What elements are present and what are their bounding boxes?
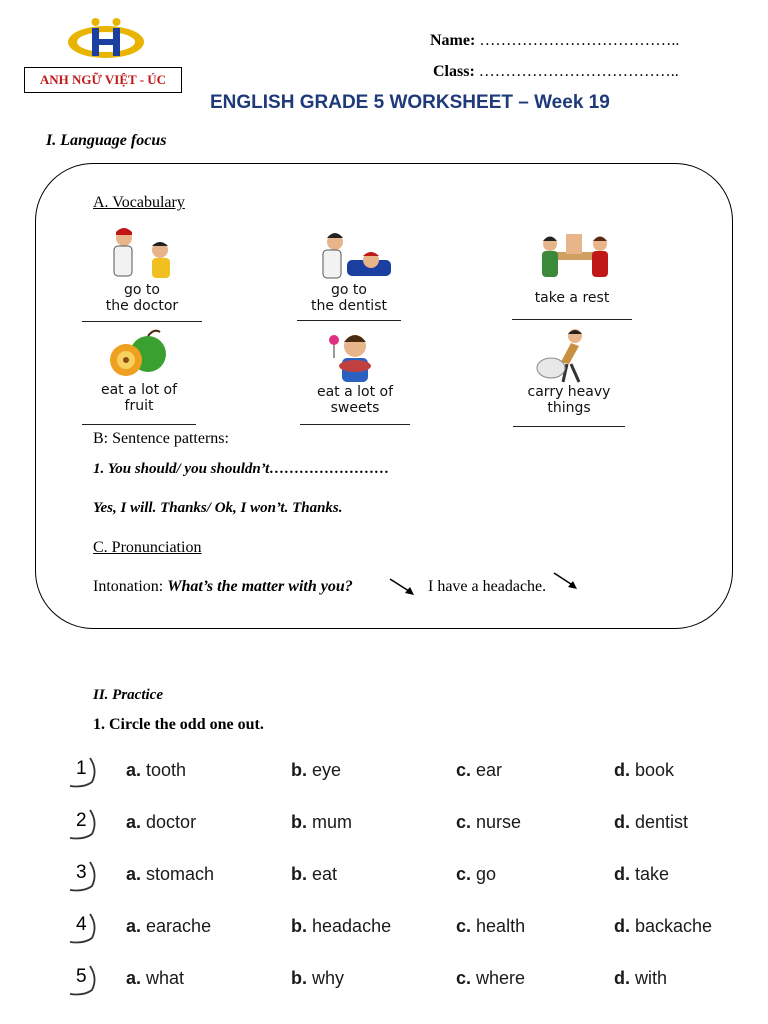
question-number: 5 [76,966,87,987]
question-row [66,860,746,900]
option-d[interactable]: d. with [614,968,668,988]
option-b[interactable]: b. mum [291,812,353,832]
option-d[interactable]: d. book [614,760,675,780]
vocab-caption: eat a lot of sweets [316,384,394,416]
question-row [66,964,746,1004]
vocab-card-sweets [300,326,410,425]
number-bracket-icon [66,756,102,790]
number-bracket-icon [66,964,102,998]
question-row [66,808,746,848]
doctor-icon [82,226,202,282]
number-bracket-icon [66,912,102,946]
intonation-question: What’s the matter with you? [167,578,353,595]
patterns-heading: B: Sentence patterns: [93,430,229,447]
option-c[interactable]: c. where [456,968,526,988]
pronunciation-heading: C. Pronunciation [93,539,202,556]
option-c[interactable]: c. ear [456,760,503,780]
vocab-caption: eat a lot of fruit [100,382,178,414]
section-practice: II. Practice [93,687,163,703]
vocab-card-dentist [297,224,401,321]
question-number: 3 [76,862,87,883]
dentist-icon [297,224,401,282]
number-bracket-icon [66,808,102,842]
vocab-card-fruit [82,326,196,425]
option-b[interactable]: b. eye [291,760,342,780]
number-bracket-icon [66,860,102,894]
vocab-caption: go to the doctor [105,282,179,314]
option-b[interactable]: b. why [291,968,345,988]
intonation-line: Intonation: What’s the matter with you? [93,578,353,595]
vocabulary-heading: A. Vocabulary [93,194,185,211]
exercise-1-heading: 1. Circle the odd one out. [93,716,264,733]
option-b[interactable]: b. eat [291,864,338,884]
intonation-answer: I have a headache. [428,578,547,595]
vocab-card-doctor [82,226,202,322]
pattern-2: Yes, I will. Thanks/ Ok, I won’t. Thanks. [93,500,343,516]
vocab-caption: take a rest [534,290,610,306]
option-c[interactable]: c. nurse [456,812,522,832]
sweets-icon [300,326,410,384]
option-c[interactable]: c. health [456,916,526,936]
fruit-icon [82,326,196,382]
school-logo-icon [66,16,146,62]
vocab-caption: carry heavy things [527,384,611,416]
vocab-card-carry [513,326,625,427]
question-row [66,912,746,952]
option-b[interactable]: b. headache [291,916,392,936]
question-number: 2 [76,810,87,831]
option-d[interactable]: d. take [614,864,670,884]
worksheet-title: ENGLISH GRADE 5 WORKSHEET – Week 19 [210,92,610,113]
question-number: 1 [76,758,87,779]
option-a[interactable]: a. tooth [126,760,187,780]
falling-arrow-icon [552,570,582,597]
brand-label: ANH NGỮ VIỆT - ÚC [24,67,182,93]
question-row [66,756,746,796]
vocab-card-rest [512,224,632,320]
class-field[interactable]: Class: ……………………………….. [433,63,679,80]
option-d[interactable]: d. backache [614,916,713,936]
option-a[interactable]: a. stomach [126,864,215,884]
option-a[interactable]: a. what [126,968,185,988]
vocab-caption: go to the dentist [311,282,387,314]
rest-icon [512,224,632,290]
name-field[interactable]: Name: ……………………………….. [430,32,680,49]
pattern-1: 1. You should/ you shouldn’t…………………… [93,461,390,477]
option-c[interactable]: c. go [456,864,497,884]
carry-icon [513,326,625,384]
option-d[interactable]: d. dentist [614,812,689,832]
option-a[interactable]: a. doctor [126,812,197,832]
question-number: 4 [76,914,87,935]
option-a[interactable]: a. earache [126,916,212,936]
section-language-focus: I. Language focus [46,132,167,149]
falling-arrow-icon [388,576,418,603]
